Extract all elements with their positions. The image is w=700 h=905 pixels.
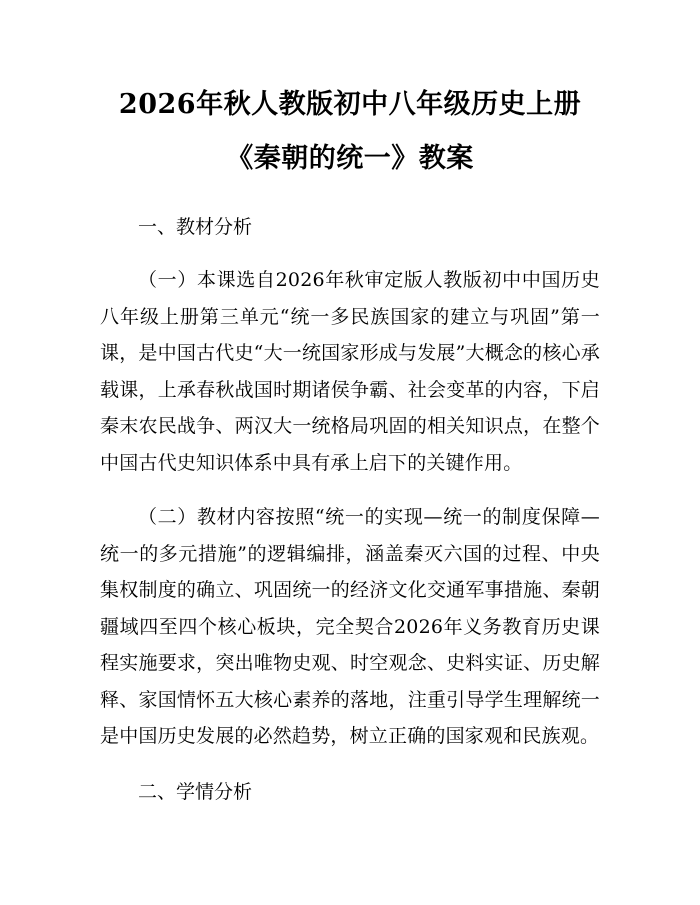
section-heading-student-analysis: 二、学情分析 bbox=[138, 780, 253, 803]
document-title: 2026年秋人教版初中八年级历史上册《秦朝的统一》教案 bbox=[118, 89, 582, 174]
paragraph-textbook-analysis-2: （二）教材内容按照“统一的实现—统一的制度保障—统一的多元措施”的逻辑编排，涵盖秦灭六国的过程、中央集权制度的确立、巩固统一的经济文化交通军事措施、秦朝疆域四至四个核心板块，完全契合2026年义务教育历史课程实施要求，突出唯物史观、时空观念、史料实证、历史解释、家国情怀五大核心素养的落地，注重引导学生理解统一是中国历史发展的必然趋势，树立正确的国家观和民族观。 bbox=[100, 506, 600, 747]
paragraph-textbook-analysis-1: （一）本课选自2026年秋审定版人教版初中中国历史八年级上册第三单元“统一多民族国家的建立与巩固”第一课，是中国古代史“大一统国家形成与发展”大概念的核心承载课，上承春秋战国时期诸侯争霸、社会变革的内容，下启秦末农民战争、两汉大一统格局巩固的相关知识点，在整个中国古代史知识体系中具有承上启下的关键作用。 bbox=[100, 269, 600, 474]
section-heading-textbook-analysis: 一、教材分析 bbox=[138, 216, 253, 238]
